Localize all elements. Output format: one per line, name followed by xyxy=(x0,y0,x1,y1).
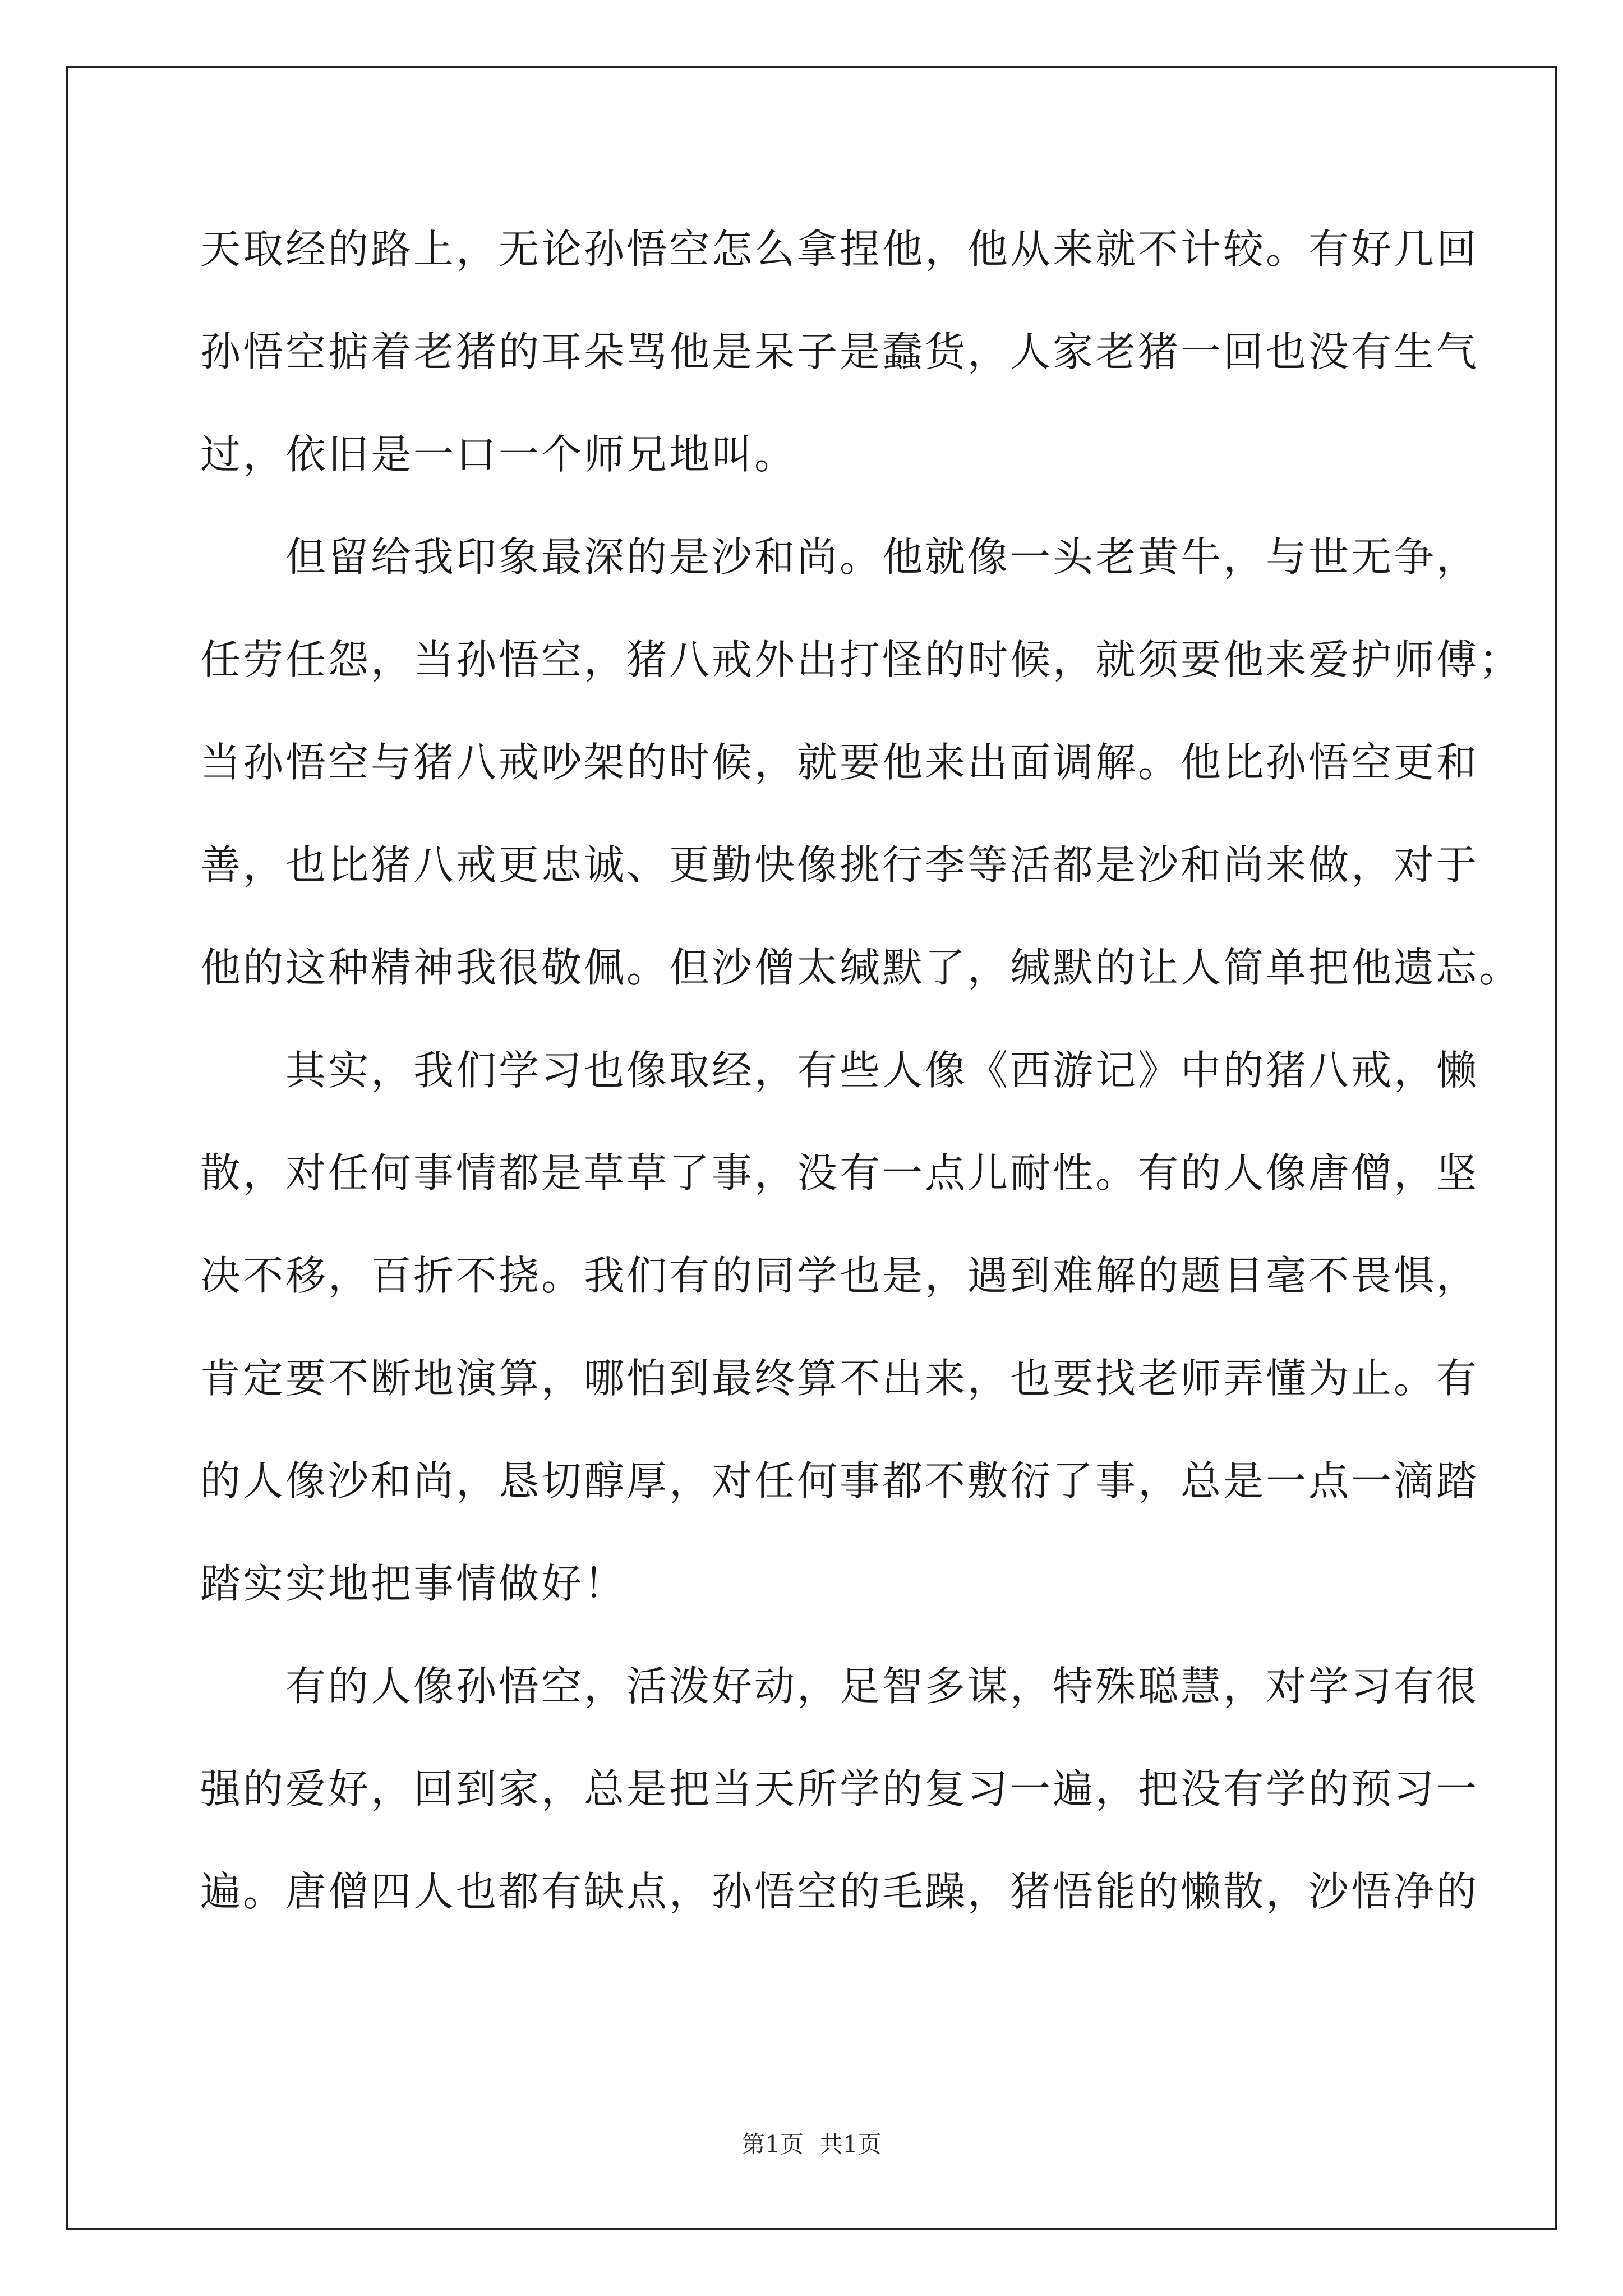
text-line: 孙悟空掂着老猪的耳朵骂他是呆子是蠢货，人家老猪一回也没有生气 xyxy=(200,328,1479,375)
text-line: 决不移，百折不挠。我们有的同学也是，遇到难解的题目毫不畏惧， xyxy=(200,1252,1479,1299)
document-body xyxy=(200,198,1522,1943)
text-line: 有的人像孙悟空，活泼好动，足智多谋，特殊聪慧，对学习有很 xyxy=(200,1663,1479,1710)
text-line: 当孙悟空与猪八戒吵架的时候，就要他来出面调解。他比孙悟空更和 xyxy=(200,739,1479,786)
text-line: 天取经的路上，无论孙悟空怎么拿捏他，他从来就不计较。有好几回 xyxy=(200,226,1479,273)
text-line: 的人像沙和尚，恳切醇厚，对任何事都不敷衍了事，总是一点一滴踏 xyxy=(200,1457,1479,1504)
text-line: 过，依旧是一口一个师兄地叫。 xyxy=(200,431,797,478)
text-line: 但留给我印象最深的是沙和尚。他就像一头老黄牛，与世无争， xyxy=(200,533,1479,581)
text-line: 强的爱好，回到家，总是把当天所学的复习一遍，把没有学的预习一 xyxy=(200,1765,1479,1812)
text-line: 善，也比猪八戒更忠诚、更勤快像挑行李等活都是沙和尚来做，对于 xyxy=(200,841,1479,889)
page-number-current: 第1页 xyxy=(741,2131,804,2158)
text-line: 遍。唐僧四人也都有缺点，孙悟空的毛躁，猪悟能的懒散，沙悟净的 xyxy=(200,1868,1479,1915)
text-line: 肯定要不断地演算，哪怕到最终算不出来，也要找老师弄懂为止。有 xyxy=(200,1355,1479,1402)
text-line: 他的这种精神我很敬佩。但沙僧太缄默了，缄默的让人简单把他遗忘。 xyxy=(200,944,1522,991)
text-line: 其实，我们学习也像取经，有些人像《西游记》中的猪八戒，懒 xyxy=(200,1047,1479,1094)
text-line: 任劳任怨，当孙悟空，猪八戒外出打怪的时候，就须要他来爱护师傅； xyxy=(200,636,1522,683)
text-line: 踏实实地把事情做好！ xyxy=(200,1560,627,1607)
page-footer xyxy=(0,2128,1623,2161)
text-line: 散，对任何事情都是草草了事，没有一点儿耐性。有的人像唐僧，坚 xyxy=(200,1149,1479,1197)
page-number-total: 共1页 xyxy=(819,2131,882,2158)
